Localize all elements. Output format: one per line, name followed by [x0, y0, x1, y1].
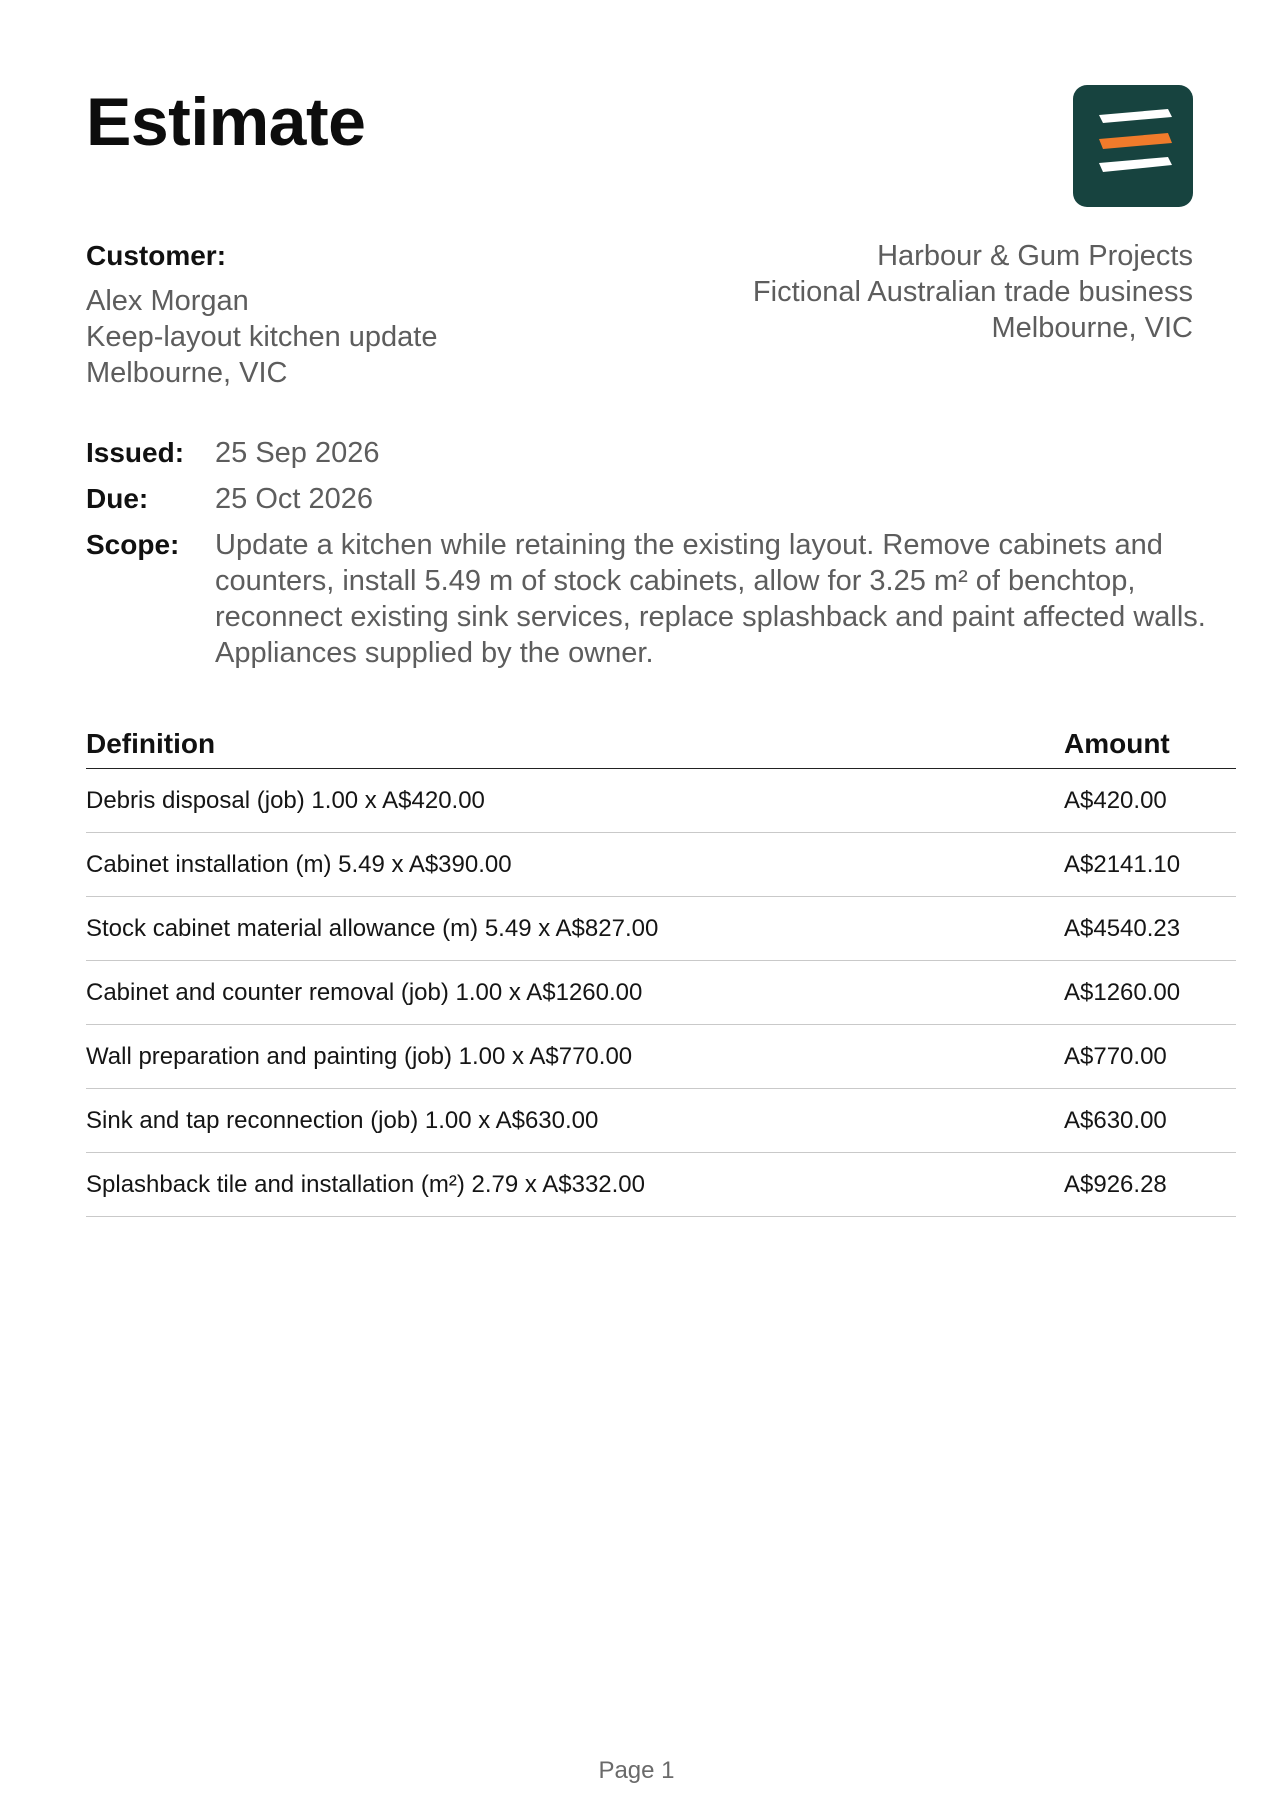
row-definition: Cabinet and counter removal (job) 1.00 x A$1260.00 — [86, 978, 643, 1006]
row-amount: A$1260.00 — [1064, 978, 1181, 1006]
row-definition: Sink and tap reconnection (job) 1.00 x A$630.00 — [86, 1106, 599, 1134]
definition-header: Definition — [86, 728, 216, 759]
row-definition: Splashback tile and installation (m²) 2.79 x A$332.00 — [86, 1170, 645, 1198]
table-row — [86, 833, 1236, 897]
row-definition: Cabinet installation (m) 5.49 x A$390.00 — [86, 850, 512, 878]
customer-label: Customer: — [86, 240, 227, 271]
table-row — [86, 769, 1236, 833]
row-amount: A$4540.23 — [1064, 914, 1181, 942]
business-description: Fictional Australian trade business — [752, 276, 1193, 308]
scope-text: Update a kitchen while retaining the existing layout. Remove cabinets and counters, install 5.49 m of stock cabinets, allow for 3.25 m² of benchtop, reconnect existing sink services, replace splashback and paint affected walls. Appliances supplied by the owner. — [215, 529, 1206, 669]
scope-label: Scope: — [86, 529, 180, 560]
due-row — [86, 481, 1236, 517]
table-header — [86, 722, 1236, 769]
business-block — [753, 238, 1193, 346]
due-date: 25 Oct 2026 — [215, 483, 373, 515]
issued-label: Issued: — [86, 437, 185, 468]
row-definition: Stock cabinet material allowance (m) 5.49 x A$827.00 — [86, 914, 659, 942]
business-logo-icon — [1073, 85, 1193, 207]
table-body — [86, 769, 1236, 1217]
table-row — [86, 1025, 1236, 1089]
line-items-table — [86, 722, 1236, 1217]
table-row — [86, 897, 1236, 961]
row-amount: A$770.00 — [1064, 1042, 1167, 1070]
table-row — [86, 961, 1236, 1025]
customer-name: Alex Morgan — [86, 285, 249, 317]
row-amount: A$926.28 — [1064, 1170, 1167, 1198]
issued-row — [86, 435, 1236, 471]
customer-block — [86, 238, 437, 391]
logo-stripes-graphic — [1073, 85, 1193, 207]
row-definition: Wall preparation and painting (job) 1.00 x A$770.00 — [86, 1042, 633, 1070]
scope-row — [86, 527, 1236, 671]
amount-header: Amount — [1064, 728, 1170, 759]
issued-date: 25 Sep 2026 — [215, 437, 380, 469]
table-row — [86, 1089, 1236, 1153]
row-amount: A$630.00 — [1064, 1106, 1167, 1134]
row-amount: A$2141.10 — [1064, 850, 1181, 878]
row-amount: A$420.00 — [1064, 786, 1167, 814]
customer-location: Melbourne, VIC — [86, 357, 288, 389]
customer-project: Keep-layout kitchen update — [86, 321, 438, 353]
table-row — [86, 1153, 1236, 1217]
row-definition: Debris disposal (job) 1.00 x A$420.00 — [86, 786, 485, 814]
estimate-meta — [86, 435, 1236, 681]
business-location: Melbourne, VIC — [991, 312, 1193, 344]
business-name: Harbour & Gum Projects — [877, 240, 1193, 272]
page-title: Estimate — [86, 84, 366, 160]
due-label: Due: — [86, 483, 149, 514]
page-number: Page 1 — [598, 1757, 675, 1784]
